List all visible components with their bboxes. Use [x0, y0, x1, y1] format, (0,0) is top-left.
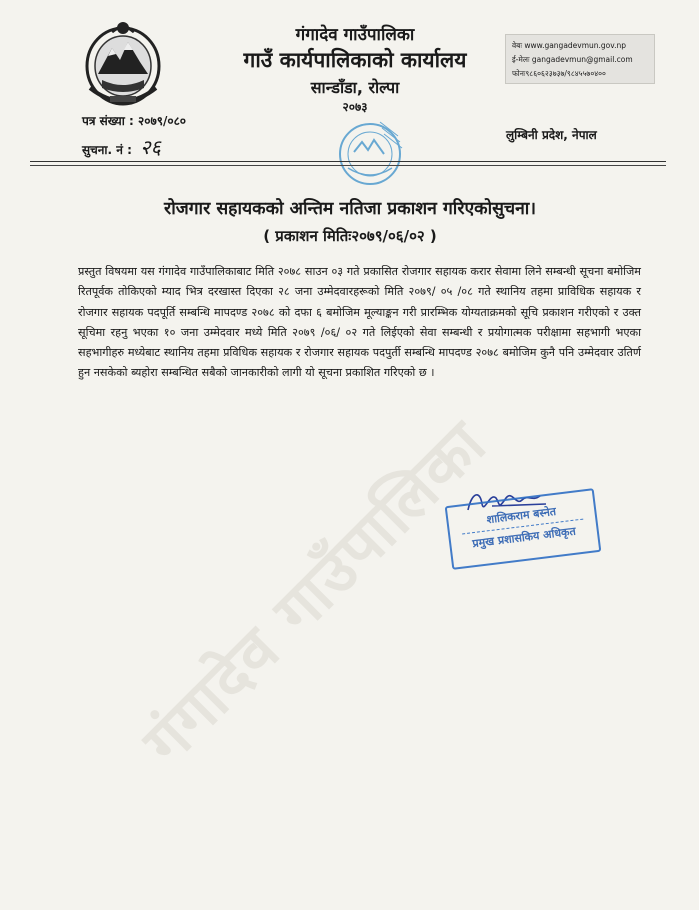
nepal-emblem-icon — [82, 18, 164, 110]
province-label: लुम्बिनी प्रदेश, नेपाल — [506, 128, 597, 142]
notice-body: प्रस्तुत विषयमा यस गंगादेव गाउँपालिकाबाट मिति २०७८ साउन ०३ गते प्रकासित रोजगार सहायक करार सेवामा लिने सम्बन्धी सूचना बमोजिम रितपूर्वक तोकिएको म्याद भित्र दरखास्त दिएका २८ जना उम्मेदवारहरूको मिति २०७९/ ०५ /०८ गते स्थानिय तहमा प्राविधिक सहायक र रोजगार सहायक पदपूर्ति सम्बन्धि मापदण्ड २०७८ को दफा ६ बमोजिम मूल्याङ्कन गरी प्रारम्भिक योग्यताक्रमको सूचि प्रकाशन गरीएको र उक्त सूचिमा रहनु भएका १० जना उम्मेदवार मध्ये मिति २०७९ /०६/ ०२ गते लिईएको सेवा सम्बन्धी र प्रयोगात्मक परीक्षामा सहभागी भएका सहभागीहरु मध्येबाट स्थानिय तहमा प्रविधिक सहायक र रोजगार सहायक पदपुर्ती सम्बन्धि मापदण्ड २०७८ बमोजिम कुनै पनि उम्मेदवार उतिर्ण हुन नसकेको ब्यहोरा सम्बन्धित सबैको जानकारीको लागी यो सूचना प्रकाशित गरिएको छ । — [78, 265, 641, 380]
letter-number-value: २०७९/०८० — [137, 114, 187, 128]
contact-box — [505, 34, 655, 84]
contact-email: ई-मेलः gangadevmun@gmail.com — [512, 55, 633, 64]
municipality-name: गंगादेव गाउँपालिका — [295, 25, 415, 45]
office-seal-icon — [328, 112, 418, 196]
header-divider-thin — [30, 165, 666, 166]
letter-number-label: पत्र संख्या : — [82, 114, 134, 128]
contact-web: वेबः www.gangadevmun.gov.np — [512, 41, 627, 50]
notice-number-value: २६ — [140, 135, 161, 159]
publish-date: ( प्रकाशन मितिः२०७९/०६/०२ ) — [263, 227, 437, 245]
letter-number — [82, 112, 186, 129]
header-divider — [30, 161, 666, 162]
notice-title: रोजगार सहायकको अन्तिम नतिजा प्रकाशन गरिएकोसुचना। — [164, 199, 536, 219]
notice-number-label: सुचना. नं : — [82, 143, 132, 157]
contact-phone: फोनः९८६०६२३७३७/९८४५५७०४०० — [512, 69, 606, 78]
signatory-name: शालिकराम बस्नेत — [460, 499, 584, 535]
office-address: सान्डाँडा, रोल्पा — [310, 78, 400, 97]
office-name: गाउँ कार्यपालिकाको कार्यालय — [243, 48, 467, 72]
established-year: २०७३ — [342, 100, 368, 114]
signatory-designation: प्रमुख प्रशासकिय अधिकृत — [471, 524, 577, 551]
watermark: गंगादेव गाउँपालिका — [128, 406, 501, 778]
notice-number — [82, 133, 161, 160]
